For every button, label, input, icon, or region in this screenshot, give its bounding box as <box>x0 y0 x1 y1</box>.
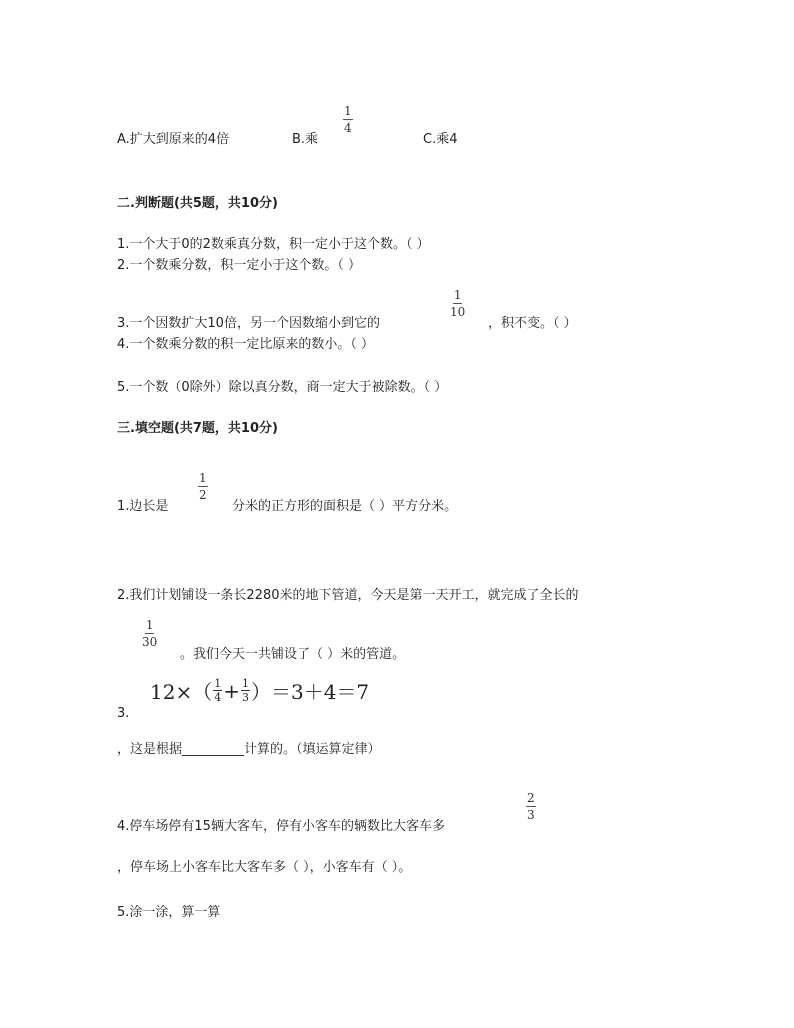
judge-q3-before: 3.一个因数扩大10倍，另一个因数缩小到它的 <box>117 316 380 331</box>
fraction-denominator: 10 <box>450 305 466 319</box>
section-3-title: 三.填空题(共7题，共10分) <box>117 421 278 436</box>
fill-q1-fraction <box>198 472 208 501</box>
formula-tail: ）＝3＋4＝7 <box>250 680 370 704</box>
fraction-denominator: 3 <box>241 691 249 704</box>
fill-q2-line2: 。我们今天一共铺设了（ ）米的管道。 <box>180 647 406 662</box>
judge-q5: 5.一个数（0除外）除以真分数，商一定大于被除数。（ ） <box>117 380 448 395</box>
option-b: B.乘 <box>292 132 319 147</box>
fill-q3-label: 3. <box>117 706 130 721</box>
fraction-numerator: 1 <box>241 677 249 690</box>
fraction-denominator: 3 <box>527 808 535 822</box>
fraction-numerator: 1 <box>199 471 207 485</box>
fill-q3-after: 计算的。（填运算定律） <box>244 742 381 757</box>
fill-q4-line2: ，停车场上小客车比大客车多（ ），小客车有（ ）。 <box>117 860 412 875</box>
fill-q3-formula <box>150 676 369 705</box>
formula-lead: 12×（ <box>150 680 213 704</box>
fraction-denominator: 2 <box>199 488 207 502</box>
fraction-numerator: 1 <box>214 677 222 690</box>
option-a: A.扩大到原来的4倍 <box>117 132 230 147</box>
fill-q2-fraction <box>141 619 158 648</box>
section-2-title: 二.判断题(共5题，共10分) <box>117 196 278 211</box>
formula-fraction-2 <box>241 678 250 703</box>
option-b-fraction <box>343 105 353 134</box>
answer-blank[interactable] <box>182 743 244 756</box>
fraction-numerator: 1 <box>344 104 352 118</box>
fill-q5: 5.涂一涂，算一算 <box>117 905 221 920</box>
judge-q1: 1.一个大于0的2数乘真分数，积一定小于这个数。（ ） <box>117 237 430 252</box>
fill-q2-line1: 2.我们计划铺设一条长2280米的地下管道，今天是第一天开工，就完成了全长的 <box>117 588 579 603</box>
fraction-numerator: 1 <box>453 288 462 302</box>
fill-q4-fraction <box>526 792 536 821</box>
fraction-denominator: 30 <box>142 635 158 649</box>
fraction-numerator: 1 <box>145 618 154 632</box>
option-c: C.乘4 <box>423 132 458 147</box>
fill-q1-after: 分米的正方形的面积是（ ）平方分米。 <box>232 499 458 514</box>
fill-q3-before: ，这是根据 <box>117 742 183 757</box>
judge-q3-after: ，积不变。（ ） <box>488 316 577 331</box>
fill-q3-line <box>117 743 381 756</box>
fill-q4-before: 4.停车场停有15辆大客车，停有小客车的辆数比大客车多 <box>117 819 445 834</box>
fraction-numerator: 2 <box>527 791 535 805</box>
fraction-denominator: 4 <box>214 691 222 704</box>
judge-q4: 4.一个数乘分数的积一定比原来的数小。（ ） <box>117 337 375 352</box>
formula-fraction-1 <box>213 678 222 703</box>
formula-plus: + <box>223 678 240 703</box>
judge-q3-fraction <box>449 289 466 318</box>
judge-q2: 2.一个数乘分数，积一定小于这个数。（ ） <box>117 258 362 273</box>
fraction-denominator: 4 <box>344 121 352 135</box>
fill-q1-before: 1.边长是 <box>117 499 169 514</box>
